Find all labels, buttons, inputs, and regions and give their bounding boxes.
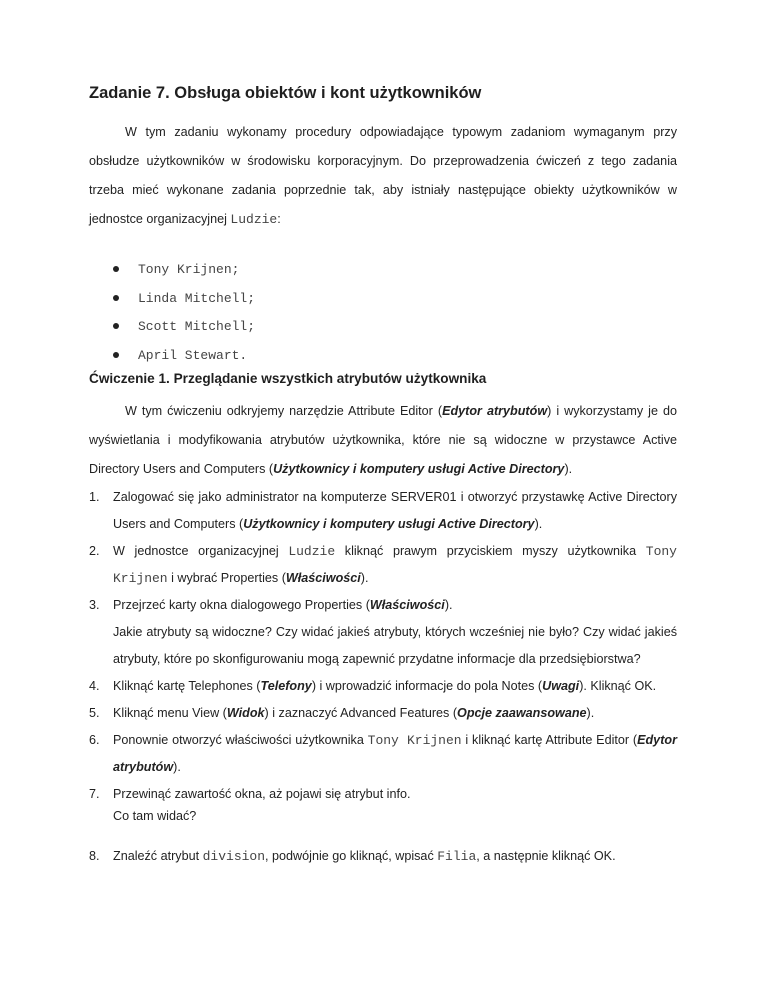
step-term: Opcje zaawansowane — [457, 706, 587, 720]
step-number: 8. — [89, 849, 100, 863]
list-separator: ; — [247, 290, 256, 306]
bullet-icon — [113, 323, 119, 329]
step-term: Użytkownicy i komputery usługi Active Directory — [243, 517, 535, 531]
user-name: Linda Mitchell — [138, 290, 248, 306]
step-text: , podwójnie go kliknąć, wpisać — [265, 849, 438, 863]
bullet-icon — [113, 266, 119, 272]
intro-text: W tym zadaniu wykonamy procedury odpowiadające typowym zadaniom wymaganym przy obsłudze użytkowników w środowisku korporacyjnym. Do przeprowadzenia ćwiczeń z tego zadania trzeba mieć wykonane zadania poprzednie tak, aby istniały następujące obiekty użytkowników w jednostce organizacyjnej — [89, 125, 677, 226]
step-text: ) i zaznaczyć Advanced Features ( — [264, 706, 458, 720]
step-item — [89, 727, 677, 781]
exercise-intro-term: Użytkownicy i komputery usługi Active Directory — [273, 462, 565, 476]
step-text: ). — [360, 571, 369, 585]
step-term: Telefony — [260, 679, 312, 693]
list-separator: ; — [247, 319, 256, 334]
step-number: 1. — [89, 490, 100, 504]
step-text: ). — [586, 706, 595, 720]
step-text: i wybrać Properties ( — [167, 571, 286, 585]
step-item — [89, 484, 677, 538]
intro-end: : — [277, 212, 281, 226]
user-name: Scott Mitchell — [138, 319, 248, 334]
list-item — [89, 341, 255, 370]
step-item — [89, 673, 677, 700]
user-list — [89, 255, 255, 369]
exercise-intro-term: Edytor atrybutów — [442, 404, 548, 418]
attribute-name: division — [202, 849, 266, 864]
step-text: ). — [444, 598, 453, 612]
step-item — [89, 781, 677, 808]
user-name: Tony Krijnen — [138, 262, 232, 277]
user-name: Tony Krijnen — [113, 544, 677, 586]
list-separator: ; — [231, 262, 240, 277]
step-term: Widok — [226, 706, 265, 720]
step-term: Uwagi — [542, 679, 580, 693]
step-text: W jednostce organizacyjnej — [113, 544, 289, 558]
step-term: Edytor atrybutów — [113, 733, 677, 774]
exercise-heading: Ćwiczenie 1. Przeglądanie wszystkich atrybutów użytkownika — [89, 371, 487, 386]
page-title: Zadanie 7. Obsługa obiektów i kont użytkowników — [89, 84, 482, 102]
step-text: kliknąć prawym przyciskiem myszy użytkownika — [335, 544, 646, 558]
list-item — [89, 255, 255, 284]
step-number: 2. — [89, 544, 100, 558]
user-name: April Stewart — [138, 347, 240, 363]
step-number: 6. — [89, 733, 100, 747]
step-number: 5. — [89, 706, 100, 720]
ou-name: Ludzie — [288, 544, 336, 559]
step-term: Właściwości — [285, 571, 361, 585]
step-item — [89, 843, 701, 870]
step-text: ). — [173, 760, 181, 774]
step-question: Jakie atrybuty są widoczne? Czy widać jakieś atrybuty, których wcześniej nie było? Czy widać jakieś atrybuty, które po skonfigurowaniu mogą zapewnić przydatne informacje dla przedsiębiorstwa? — [113, 625, 677, 666]
attribute-value: Filia — [437, 849, 477, 864]
step-text: Przewinąć zawartość okna, aż pojawi się atrybut info. — [113, 787, 411, 801]
step-item — [89, 700, 677, 727]
step-list — [89, 484, 677, 808]
intro-paragraph — [89, 118, 677, 234]
step-text: i kliknąć kartę Attribute Editor ( — [461, 733, 638, 747]
step-number: 7. — [89, 787, 100, 801]
step-item — [89, 592, 677, 673]
step-text: ) i wprowadzić informacje do pola Notes ( — [311, 679, 543, 693]
step-item — [89, 538, 677, 592]
step-text: ). Kliknąć OK. — [579, 679, 657, 693]
step-text: Przejrzeć karty okna dialogowego Properties ( — [113, 598, 370, 612]
ou-name: Ludzie — [230, 212, 278, 227]
step-text: Kliknąć menu View ( — [113, 706, 227, 720]
bullet-icon — [113, 352, 119, 358]
step-number: 4. — [89, 679, 100, 693]
step-number: 3. — [89, 598, 100, 612]
exercise-intro-text: ). — [564, 462, 573, 476]
step-text: Zalogować się jako administrator na komputerze SERVER01 i otworzyć przystawkę Active Directory Users and Computers ( — [113, 490, 677, 531]
step-question: Co tam widać? — [113, 809, 197, 823]
list-separator: . — [239, 347, 248, 363]
list-item — [89, 312, 255, 341]
user-name: Tony Krijnen — [367, 733, 462, 748]
step-text: Ponownie otworzyć właściwości użytkownika — [113, 733, 368, 747]
step-text: ). — [534, 517, 543, 531]
exercise-intro-text: W tym ćwiczeniu odkryjemy narzędzie Attribute Editor ( — [125, 404, 443, 418]
bullet-icon — [113, 295, 119, 301]
exercise-intro — [89, 397, 677, 484]
step-text: , a następnie kliknąć OK. — [476, 849, 616, 863]
exercise-intro-text: ) i wykorzystamy je do wyświetlania i modyfikowania atrybutów użytkownika, które nie są widoczne w przystawce Active Directory Users and Computers ( — [89, 404, 677, 476]
step-text: Kliknąć kartę Telephones ( — [113, 679, 261, 693]
step-text: Znaleźć atrybut — [113, 849, 203, 863]
step-term: Właściwości — [369, 598, 445, 612]
list-item — [89, 284, 255, 313]
